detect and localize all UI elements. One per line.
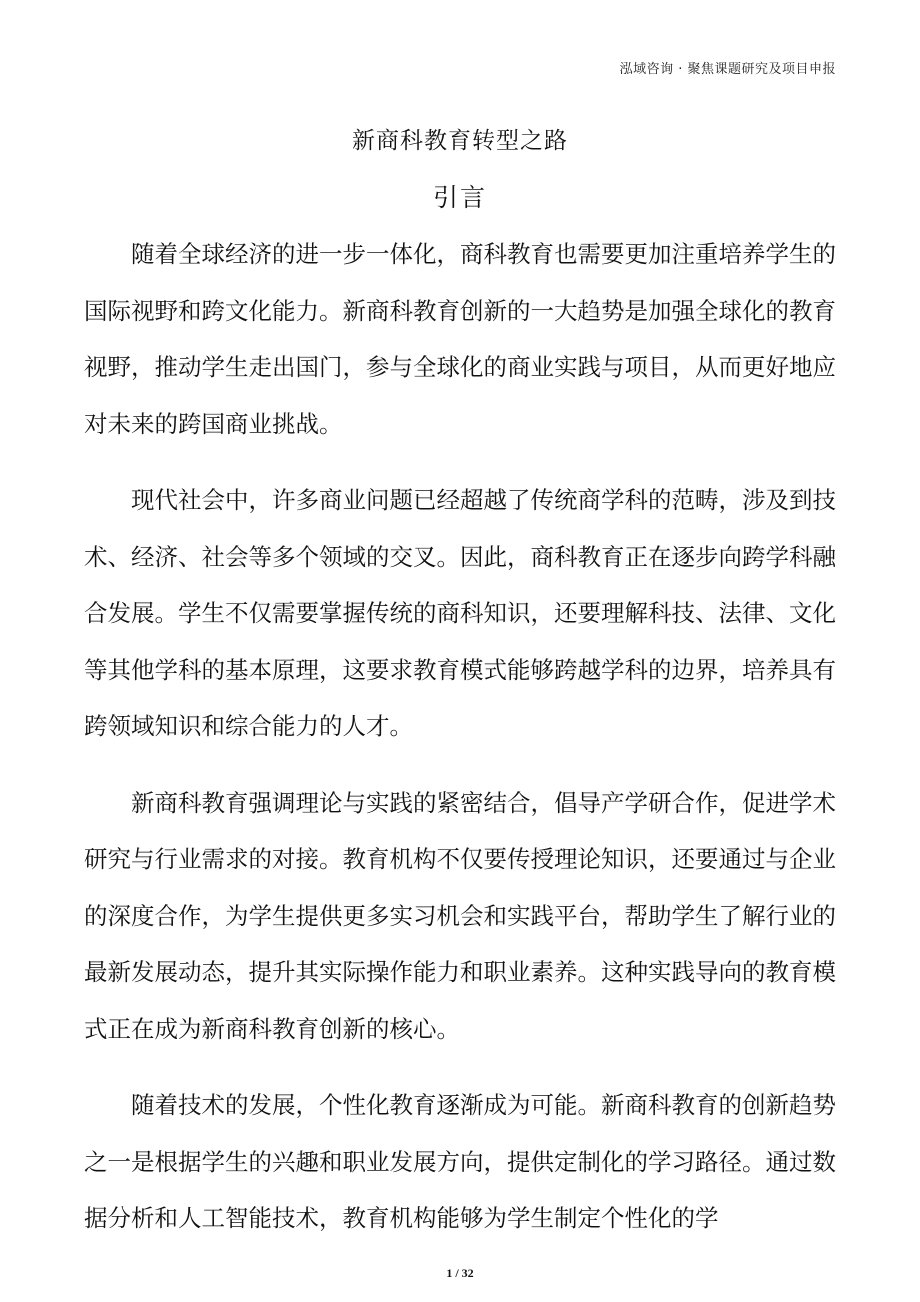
section-heading: 引言 [432,183,487,212]
body-content [84,226,836,1267]
paragraph: 随着技术的发展，个性化教育逐渐成为可能。新商科教育的创新趋势之一是根据学生的兴趣和职业发展方向，提供定制化的学习路径。通过数据分析和人工智能技术，教育机构能够为学生制定个性化的学 [84,1091,836,1232]
header-source: 泓域咨询 · 聚焦课题研究及项目申报 [619,62,836,77]
paragraph: 现代社会中，许多商业问题已经超越了传统商学科的范畴，涉及到技术、经济、社会等多个领域的交叉。因此，商科教育正在逐步向跨学科融合发展。学生不仅需要掌握传统的商科知识，还要理解科技、法律、文化等其他学科的基本原理，这要求教育模式能够跨越学科的边界，培养具有跨领域知识和综合能力的人才。 [84,486,836,740]
paragraph: 新商科教育强调理论与实践的紧密结合，倡导产学研合作，促进学术研究与行业需求的对接。教育机构不仅要传授理论知识，还要通过与企业的深度合作，为学生提供更多实习机会和实践平台，帮助学生了解行业的最新发展动态，提升其实际操作能力和职业素养。这种实践导向的教育模式正在成为新商科教育创新的核心。 [84,788,836,1043]
page-indicator: 1 / 32 [446,1266,474,1280]
paragraph: 随着全球经济的进一步一体化，商科教育也需要更加注重培养学生的国际视野和跨文化能力。新商科教育创新的一大趋势是加强全球化的教育视野，推动学生走出国门，参与全球化的商业实践与项目，从而更好地应对未来的跨国商业挑战。 [84,240,836,438]
document-title: 新商科教育转型之路 [352,128,568,154]
